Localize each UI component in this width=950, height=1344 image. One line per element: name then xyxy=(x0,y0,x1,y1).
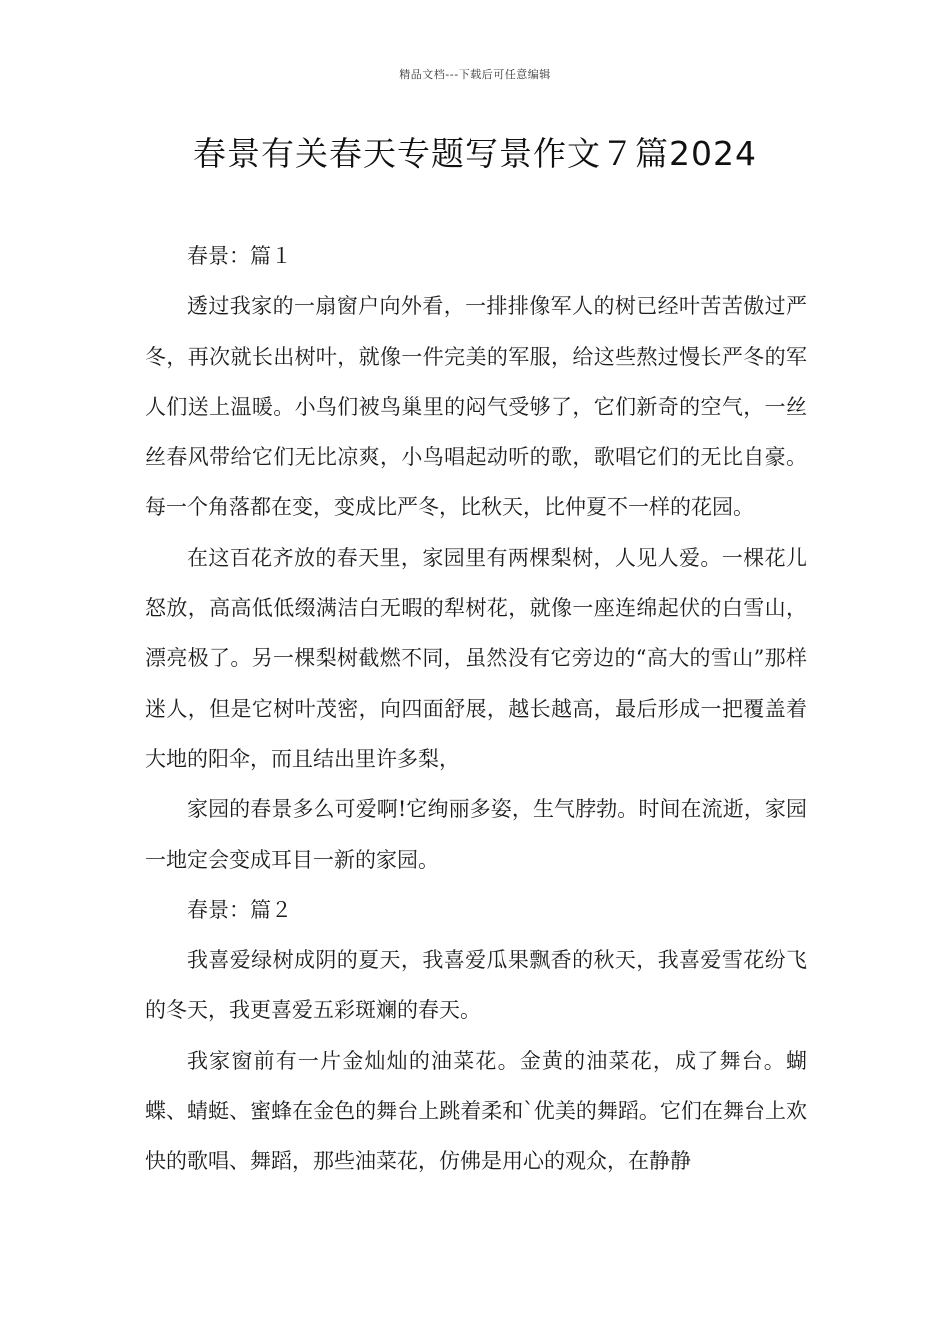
document-title: 春景有关春天专题写景作文７篇2024 xyxy=(193,134,757,173)
section-heading-1: 春景：篇１ xyxy=(187,244,292,268)
paragraph: 我喜爱绿树成阴的夏天，我喜爱瓜果飘香的秋天，我喜爱雪花纷飞的冬天，我更喜爱五彩斑斓的春天。 xyxy=(145,948,807,1023)
header-note: 精品文档---下载后可任意编辑 xyxy=(399,68,551,81)
section-heading-2: 春景：篇２ xyxy=(187,897,292,922)
paragraph: 在这百花齐放的春天里，家园里有两棵梨树，人见人爱。一棵花儿怒放，高高低低缀满洁白无暇的犁树花，就像一座连绵起伏的白雪山，漂亮极了。另一棵梨树截燃不同，虽然没有它旁边的“高大的雪山”那样迷人，但是它树叶茂密，向四面舒展，越长越高，最后形成一把覆盖着大地的阳伞，而且结出里许多梨， xyxy=(145,545,807,771)
paragraph: 透过我家的一扇窗户向外看，一排排像军人的树已经叶苦苦傲过严冬，再次就长出树叶，就像一件完美的军服，给这些熬过慢长严冬的军人们送上温暖。小鸟们被鸟巢里的闷气受够了，它们新奇的空气，一丝丝春风带给它们无比凉爽，小鸟唱起动听的歌，歌唱它们的无比自豪。每一个角落都在变，变成比严冬，比秋天，比仲夏不一样的花园。 xyxy=(145,294,807,520)
paragraph: 我家窗前有一片金灿灿的油菜花。金黄的油菜花，成了舞台。蝴蝶、蜻蜓、蜜蜂在金色的舞台上跳着柔和`优美的舞蹈。它们在舞台上欢快的歌唱、舞蹈，那些油菜花，仿佛是用心的观众，在静静 xyxy=(145,1048,807,1174)
document-body xyxy=(145,231,807,1187)
paragraph: 家园的春景多么可爱啊!它绚丽多姿，生气脖勃。时间在流逝，家园一地定会变成耳目一新的家园。 xyxy=(145,797,807,872)
